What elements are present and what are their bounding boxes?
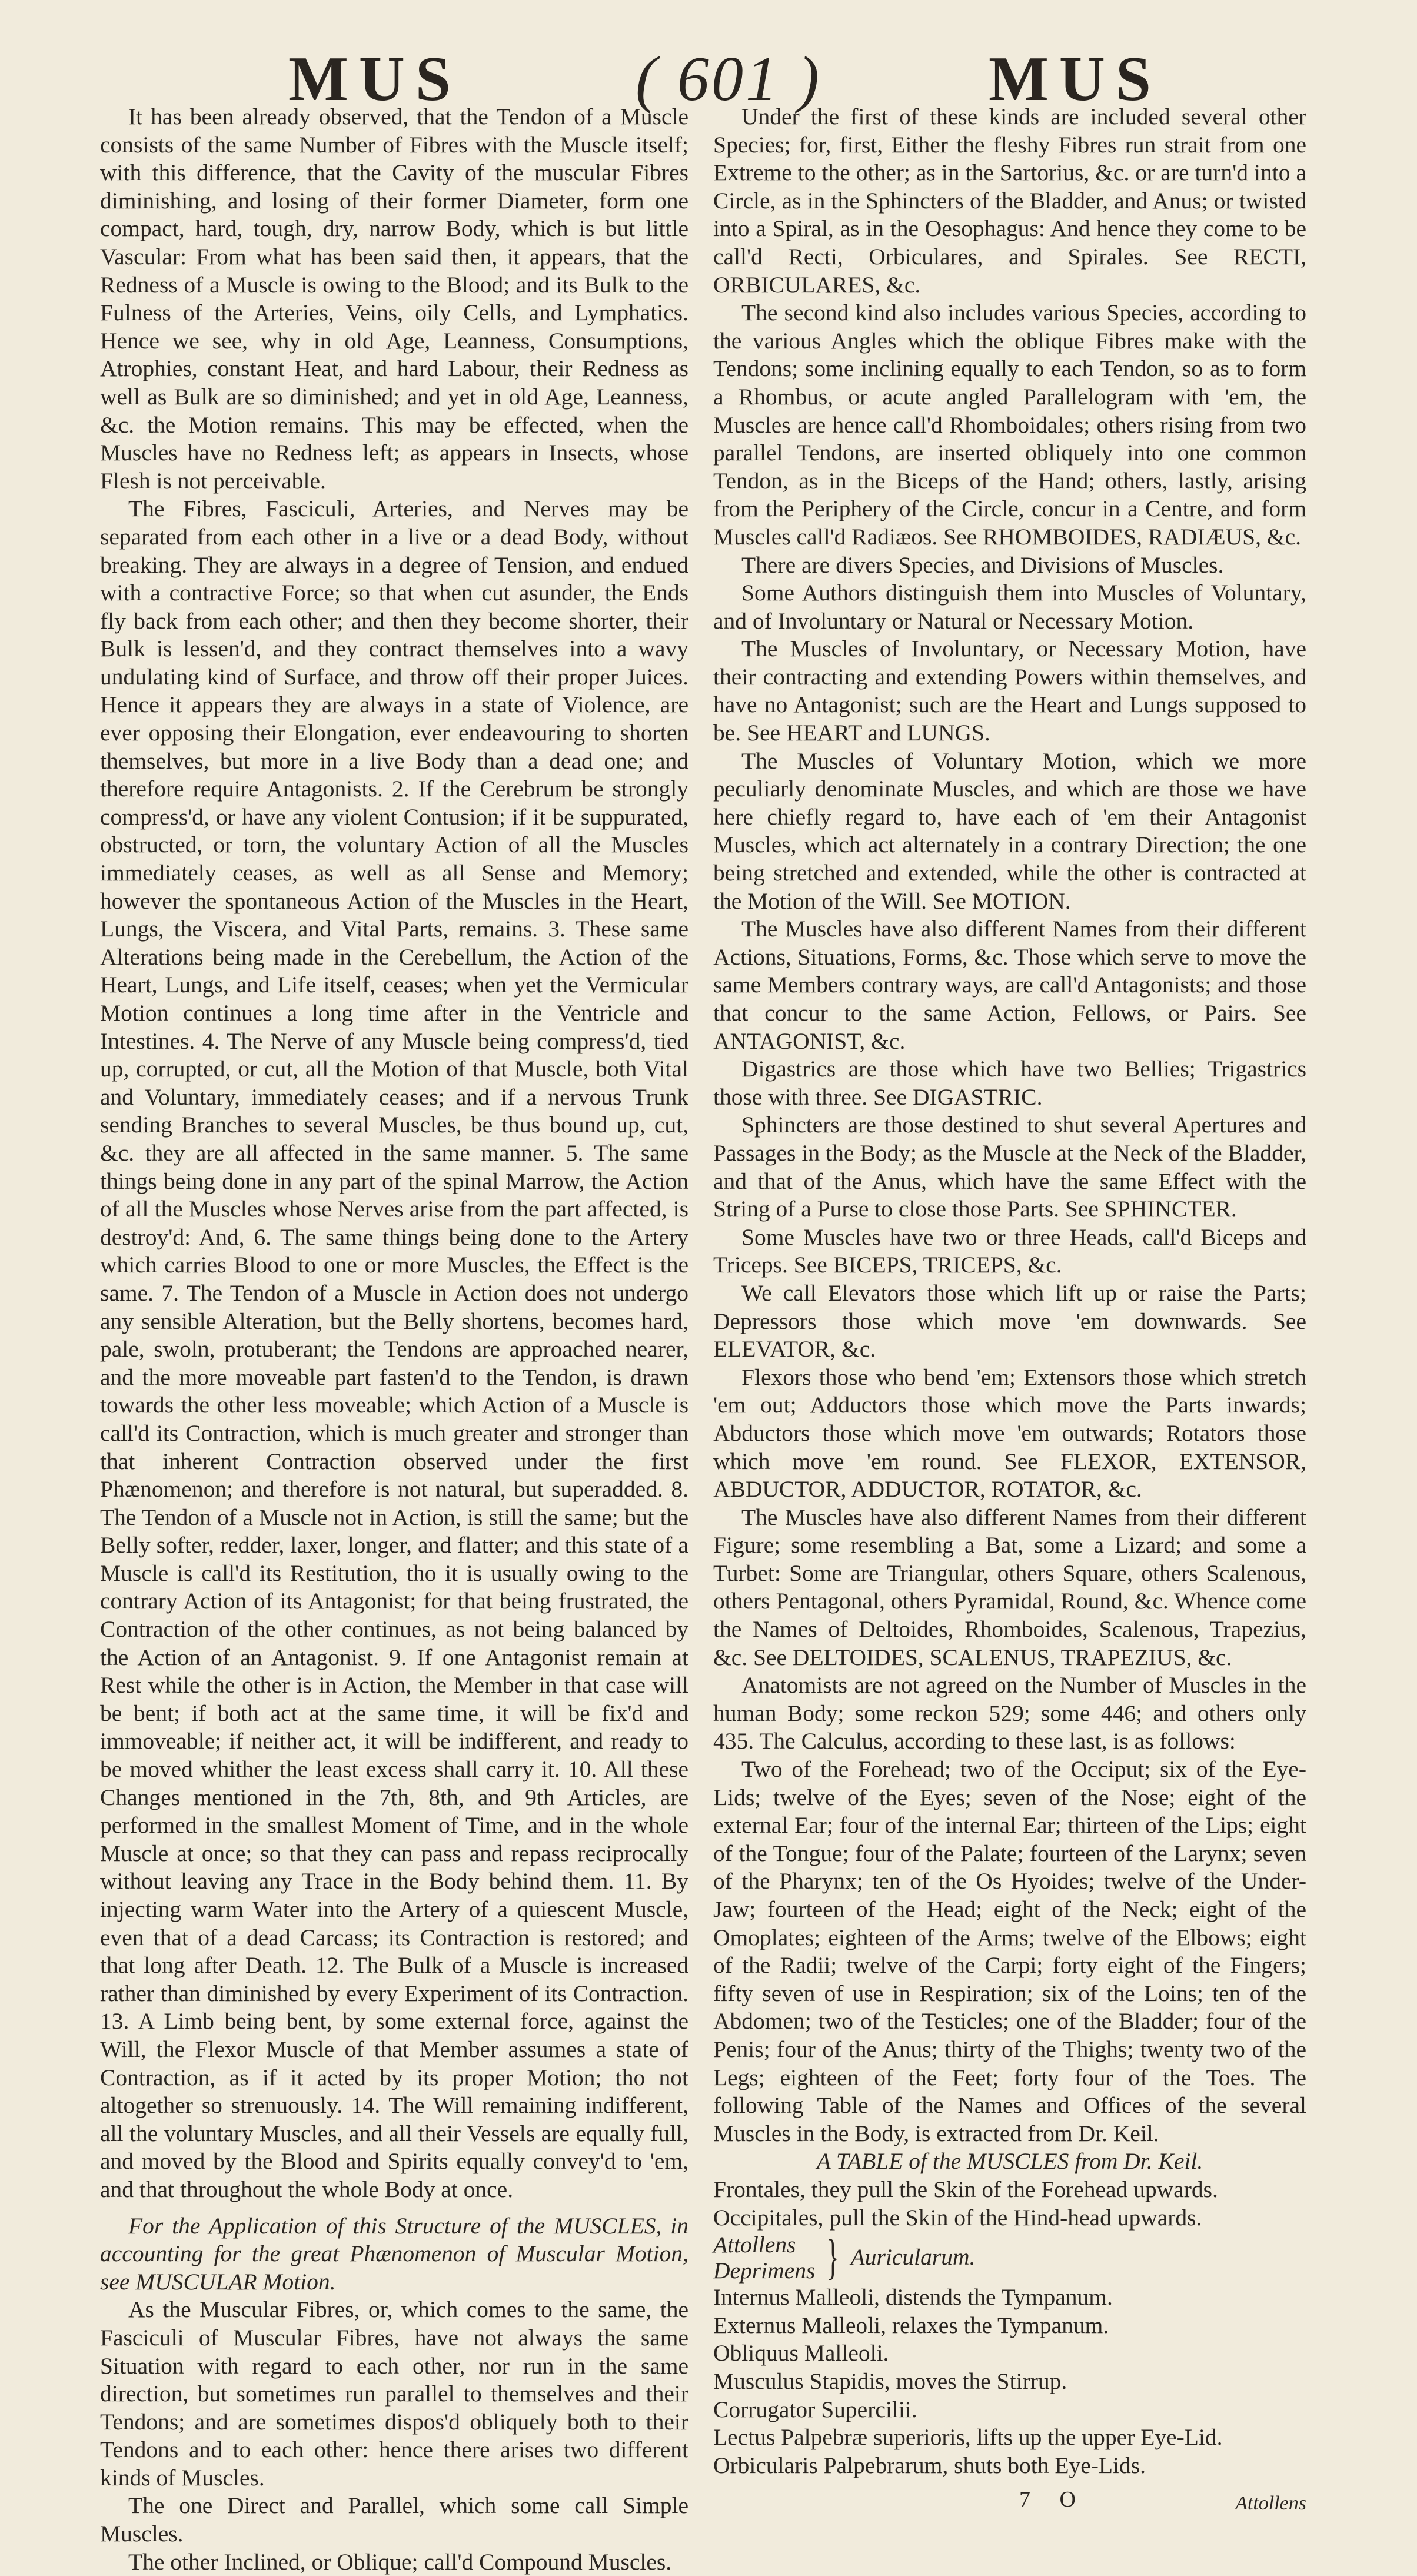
paragraph: Some Authors distinguish them into Muscles of Voluntary, and of Involuntary or Natural or Necessary Motion. (713, 580, 1306, 634)
paragraph: The one Direct and Parallel, which some call Simple Muscles. (100, 2492, 688, 2547)
paragraph: For the Application of this Structure of the MUSCLES, in accounting for the great Phænomenon of Muscular Motion, see MUSCULAR Motion. (100, 2212, 688, 2295)
paragraph: Some Muscles have two or three Heads, call'd Biceps and Triceps. See BICEPS, TRICEPS, &c. (713, 1224, 1306, 1278)
page-footer (713, 2487, 1306, 2522)
paragraph: Two of the Forehead; two of the Occiput; six of the Eye-Lids; twelve of the Eyes; seven of the Nose; eight of the external Ear; four of the internal Ear; thirteen of the Lips; eight of the Tongue; four of the Palate; fourteen of the Larynx; seven of the Pharynx; ten of the Os Hyoides; twelve of the Under-Jaw; fourteen of the Head; eight of the Neck; eight of the Omoplates; eighteen of the Arms; twelve of the Elbows; eight of the Radii; twelve of the Carpi; forty eight of the Fingers; fifty seven of use in Respiration; six of the Loins; ten of the Abdomen; two of the Testicles; one of the Bladder; four of the Penis; four of the Anus; thirty of the Thighs; twenty two of the Legs; eighteen of the Feet; forty four of the Toes. The following Table of the Names and Offices of the several Muscles in the Body, is extracted from Dr. Keil. (713, 1756, 1306, 2146)
paragraph: Anatomists are not agreed on the Number of Muscles in the human Body; some reckon 529; some 446; and others only 435. The Calculus, according to these last, is as follows: (713, 1672, 1306, 1754)
brace-item: Deprimens (713, 2258, 816, 2284)
table-row: Occipitales, pull the Skin of the Hind-head upwards. (713, 2204, 1202, 2231)
paragraph: Flexors those who bend 'em; Extensors those which stretch 'em out; Adductors those which move the Parts inwards; Abductors those which move 'em outwards; Rotators those which move 'em round. See FLEXOR, EXTENSOR, ABDUCTOR, ADDUCTOR, ROTATOR, &c. (713, 1364, 1306, 1503)
header-right-word: MUS (989, 44, 1162, 114)
brace-glyph: } (827, 2230, 839, 2285)
catchword: Attollens (1235, 2492, 1306, 2514)
paragraph: The Muscles have also different Names from their different Figure; some resembling a Bat, some a Lizard; and some a Turbet: Some are Triangular, others Square, others Scalenous, others Pentagonal, others Pyramidal, Round, &c. Whence come the Names of Deltoides, Rhomboides, Scalenous, Trapezius, &c. See DELTOIDES, SCALENUS, TRAPEZIUS, &c. (713, 1504, 1306, 1670)
paragraph: The other Inclined, or Oblique; call'd Compound Muscles. (128, 2548, 672, 2575)
brace-group (713, 2232, 815, 2284)
table-row: Frontales, they pull the Skin of the Forehead upwards. (713, 2176, 1218, 2202)
paragraph: Sphincters are those destined to shut several Apertures and Passages in the Body; as the Muscle at the Neck of the Bladder, and that of the Anus, which have the same Effect with the String of a Purse to close those Parts. See SPHINCTER. (713, 1112, 1306, 1222)
table-row-braced (713, 2232, 1306, 2284)
left-column (100, 103, 688, 2576)
header-left-word: MUS (288, 44, 461, 114)
paragraph: The second kind also includes various Species, according to the various Angles which the oblique Fibres make with the Tendons; some inclining equally to each Tendon, so as to form a Rhombus, or acute angled Parallelogram with 'em, the Muscles are hence call'd Rhomboidales; others rising from two parallel Tendons, are inserted obliquely into one common Tendon, as in the Biceps of the Hand; others, lastly, arising from the Periphery of the Circle, concur in a Centre, and form Muscles call'd Radiæos. See RHOMBOIDES, RADIÆUS, &c. (713, 300, 1306, 550)
table-row: Externus Malleoli, relaxes the Tympanum. (713, 2312, 1109, 2338)
paragraph: The Muscles of Involuntary, or Necessary Motion, have their contracting and extending Powers within themselves, and have no Antagonist; such are the Heart and Lungs supposed to be. See HEART and LUNGS. (713, 636, 1306, 746)
brace-target: Auricularum. (850, 2244, 976, 2271)
muscle-table (713, 2176, 1306, 2479)
paragraph: The Fibres, Fasciculi, Arteries, and Nerves may be separated from each other in a live or a dead Body, without breaking. They are always in a degree of Tension, and endued with a contractive Force; so that when cut asunder, the Ends fly back from each other; and then they become shorter, their Bulk is lessen'd, and they contract themselves into a wavy undulating kind of Surface, and throw off their proper Juices. Hence it appears they are always in a state of Violence, are ever opposing their Elongation, ever endeavouring to shorten themselves, but more in a live Body than a dead one; and therefore require Antagonists. 2. If the Cerebrum be strongly compress'd, or have any violent Contusion; if it be suppurated, obstructed, or torn, the voluntary Action of all the Muscles immediately ceases, as well as all Sense and Memory; however the spontaneous Action of the Muscles in the Heart, Lungs, the Viscera, and Vital Parts, remains. 3. These same Alterations being made in the Cerebellum, the Action of the Heart, Lungs, and Life itself, ceases; when yet the Vermicular Motion continues a long time after in the Ventricle and Intestines. 4. The Nerve of any Muscle being compress'd, tied up, corrupted, or cut, all the Motion of that Muscle, both Vital and Voluntary, immediately ceases; and if a nervous Trunk sending Branches to several Muscles, be thus bound up, cut, &c. they are all affected in the same manner. 5. The same things being done in any part of the spinal Marrow, the Action of all the Muscles whose Nerves arise from the part affected, is destroy'd: And, 6. The same things being done to the Artery which carries Blood to one or more Muscles, the Effect is the same. 7. The Tendon of a Muscle in Action does not undergo any sensible Alteration, but the Belly shortens, becomes hard, pale, swoln, protuberant; the Tendons are approached nearer, and the more moveable part fasten'd to the Tendon, is drawn towards the other less moveable; which Action of a Muscle is call'd its Contraction, which is much greater and stronger than that inherent Contraction observed under the first Phænomenon; and therefore is not natural, but superadded. 8. The Tendon of a Muscle not in Action, is still the same; but the Belly softer, redder, laxer, longer, and flatter; and this state of a Muscle is call'd its Restitution, tho it is usually owing to the contrary Action of its Antagonist; for that being frustrated, the Contraction of the other continues, as not being balanced by the Action of an Antagonist. 9. If one Antagonist remain at Rest while the other is in Action, the Member in that case will be bent; if both act at the same time, it will be fix'd and immoveable; if neither act, it will be indifferent, and ready to be moved whither the least excess shall carry it. 10. All these Changes mentioned in the 7th, 8th, and 9th Articles, are performed in the smallest Moment of Time, and in the whole Muscle at once; so that they can pass and repass reciprocally without leaving any Trace in the Body behind them. 11. By injecting warm Water into the Artery of a quiescent Muscle, even that of a dead Carcass; its Contraction is restored; and that long after Death. 12. The Bulk of a Muscle is increased rather than diminished by every Experiment of its Contraction. 13. A Limb being bent, by some external force, against the Will, the Flexor Muscle of that Member assumes a state of Contraction, as if it acted by its proper Motion; tho not altogether so strenuously. 14. The Will remaining indifferent, all the voluntary Muscles, and all their Vessels are equally full, and moved by the Blood and Spirits equally convey'd to 'em, and that throughout the whole Body at once. (100, 496, 688, 2202)
signature-mark: 7 O (1019, 2487, 1087, 2512)
brace-item: Attollens (713, 2232, 796, 2258)
paragraph: There are divers Species, and Divisions of Muscles. (741, 551, 1224, 578)
paragraph: As the Muscular Fibres, or, which comes to the same, the Fasciculi of Muscular Fibres, have not always the same Situation with regard to each other, nor run in the same direction, but sometimes run parallel to themselves and their Tendons; and are sometimes dispos'd obliquely both to their Tendons and to each other: hence there arises two different kinds of Muscles. (100, 2296, 688, 2491)
table-row: Obliquus Malleoli. (713, 2340, 889, 2366)
paragraph: We call Elevators those which lift up or raise the Parts; Depressors those which move 'em downwards. See ELEVATOR, &c. (713, 1279, 1306, 1362)
paragraph: Digastrics are those which have two Bellies; Trigastrics those with three. See DIGASTRIC. (713, 1056, 1306, 1110)
paragraph: The Muscles have also different Names from their different Actions, Situations, Forms, &c. Those which serve to move the same Members contrary ways, are call'd Antagonists; and those that concur to the same Action, Fellows, or Pairs. See ANTAGONIST, &c. (713, 916, 1306, 1054)
paragraph: Under the first of these kinds are included several other Species; for, first, Either the fleshy Fibres run strait from one Extreme to the other; as in the Sartorius, &c. or are turn'd into a Circle, as in the Sphincters of the Bladder, and Anus; or twisted into a Spiral, as in the Oesophagus: And hence they come to be call'd Recti, Orbiculares, and Spirales. See RECTI, ORBICULARES, &c. (713, 104, 1306, 298)
table-title: A TABLE of the MUSCLES from Dr. Keil. (816, 2148, 1203, 2175)
table-row: Corrugator Supercilii. (713, 2396, 917, 2422)
table-row: Lectus Palpebræ superioris, lifts up the upper Eye-Lid. (713, 2424, 1223, 2451)
paragraph: The Muscles of Voluntary Motion, which we more peculiarly denominate Muscles, and which are those we have here chiefly regard to, have each of 'em their Antagonist Muscles, which act alternately in a contrary Direction; the one being stretched and extended, while the other is contracted at the Motion of the Will. See MOTION. (713, 747, 1306, 914)
table-row: Orbicularis Palpebrarum, shuts both Eye-Lids. (713, 2452, 1146, 2478)
right-column (713, 103, 1306, 2479)
table-row: Musculus Stapidis, moves the Stirrup. (713, 2368, 1067, 2394)
page-number: ( 601 ) (636, 44, 821, 114)
paragraph: It has been already observed, that the Tendon of a Muscle consists of the same Number of Fibres with the Muscle itself; with this difference, that the Cavity of the muscular Fibres diminishing, and losing of their former Diameter, form one compact, hard, tough, dry, narrow Body, which is but little Vascular: From what has been said then, it appears, that the Redness of a Muscle is owing to the Blood; and its Bulk to the Fulness of the Arteries, Veins, oily Cells, and Lymphatics. Hence we see, why in old Age, Leanness, Consumptions, Atrophies, constant Heat, and hard Labour, their Redness as well as Bulk are so diminished; and yet in old Age, Leanness, &c. the Motion remains. This may be effected, when the Muscles have no Redness left; as appears in Insects, whose Flesh is not perceivable. (100, 104, 688, 494)
table-row: Internus Malleoli, distends the Tympanum. (713, 2284, 1113, 2311)
